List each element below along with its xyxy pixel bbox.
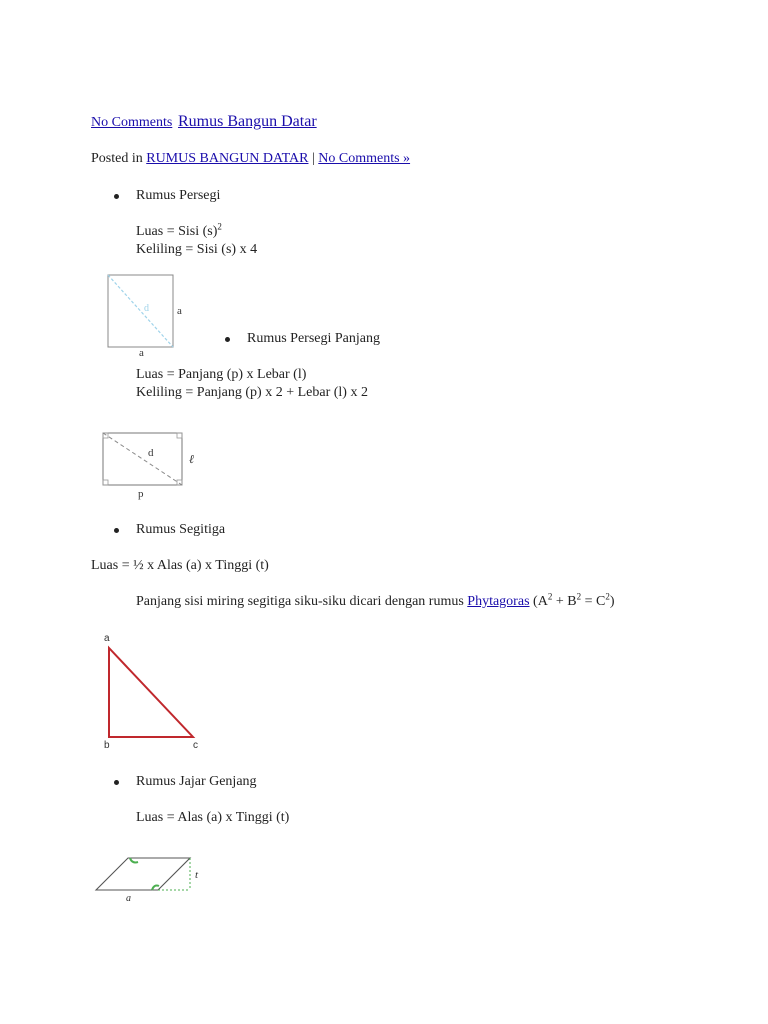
persegi-panjang-luas: Luas = Panjang (p) x Lebar (l) [136,367,307,382]
rectangle-figure [96,424,206,504]
segitiga-luas: Luas = ½ x Alas (a) x Tinggi (t) [91,558,269,573]
rect-bottom-label: p [138,488,144,500]
heading-segitiga: Rumus Segitiga [136,522,226,537]
triangle-bottom-left-label: b [104,740,110,751]
formula-c: C [595,594,606,609]
jajar-genjang-luas: Luas = Alas (a) x Tinggi (t) [136,810,290,825]
square-side-label: a [177,305,182,317]
bullet-jajar-genjang [114,780,119,785]
segitiga-miring-text: Panjang sisi miring segitiga siku-siku dicari dengan rumus [136,594,464,609]
square-bottom-label: a [139,347,144,358]
persegi-luas-text: Luas = Sisi (s) [136,224,218,239]
persegi-luas [136,221,222,240]
parallelogram-base-label: a [126,893,131,904]
formula-b-exp: 2 [576,591,582,602]
formula-a: A [537,594,548,609]
rect-side-label: ℓ [189,452,194,466]
square-figure [100,266,200,358]
bullet-persegi-panjang [225,337,230,342]
heading-persegi-panjang: Rumus Persegi Panjang [247,331,380,346]
rect-diag-label: d [148,447,154,459]
formula-c-exp: 2 [605,591,610,602]
parallelogram-height-label: t [195,869,199,881]
formula-a-exp: 2 [547,591,553,602]
parallelogram-figure [92,848,212,908]
meta-separator: | [311,151,315,166]
persegi-luas-exponent: 2 [217,221,222,232]
post-meta [91,151,410,167]
phytagoras-formula: $(A^2 + B^2 = C^2)$ [533,591,615,609]
triangle-top-label: a [104,633,110,644]
formula-b: B [567,594,577,609]
square-diag-label: d [144,303,149,314]
persegi-panjang-keliling: Keliling = Panjang (p) x 2 + Lebar (l) x 2 [136,385,368,400]
bullet-persegi [114,194,119,199]
segitiga-miring [136,591,615,610]
category-link[interactable]: RUMUS BANGUN DATAR [146,151,309,166]
persegi-keliling: Keliling = Sisi (s) x 4 [136,242,258,257]
post-title-link[interactable]: Rumus Bangun Datar [178,113,317,130]
posted-in-label: Posted in [91,151,143,166]
triangle-bottom-right-label: c [193,740,198,751]
no-comments-link[interactable]: No Comments » [318,151,411,166]
triangle-figure [100,630,210,752]
heading-jajar-genjang: Rumus Jajar Genjang [136,774,257,789]
heading-persegi: Rumus Persegi [136,188,221,203]
phytagoras-link[interactable]: Phytagoras [467,594,530,609]
no-comments-top-link[interactable]: No Comments [91,115,173,130]
bullet-segitiga [114,528,119,533]
